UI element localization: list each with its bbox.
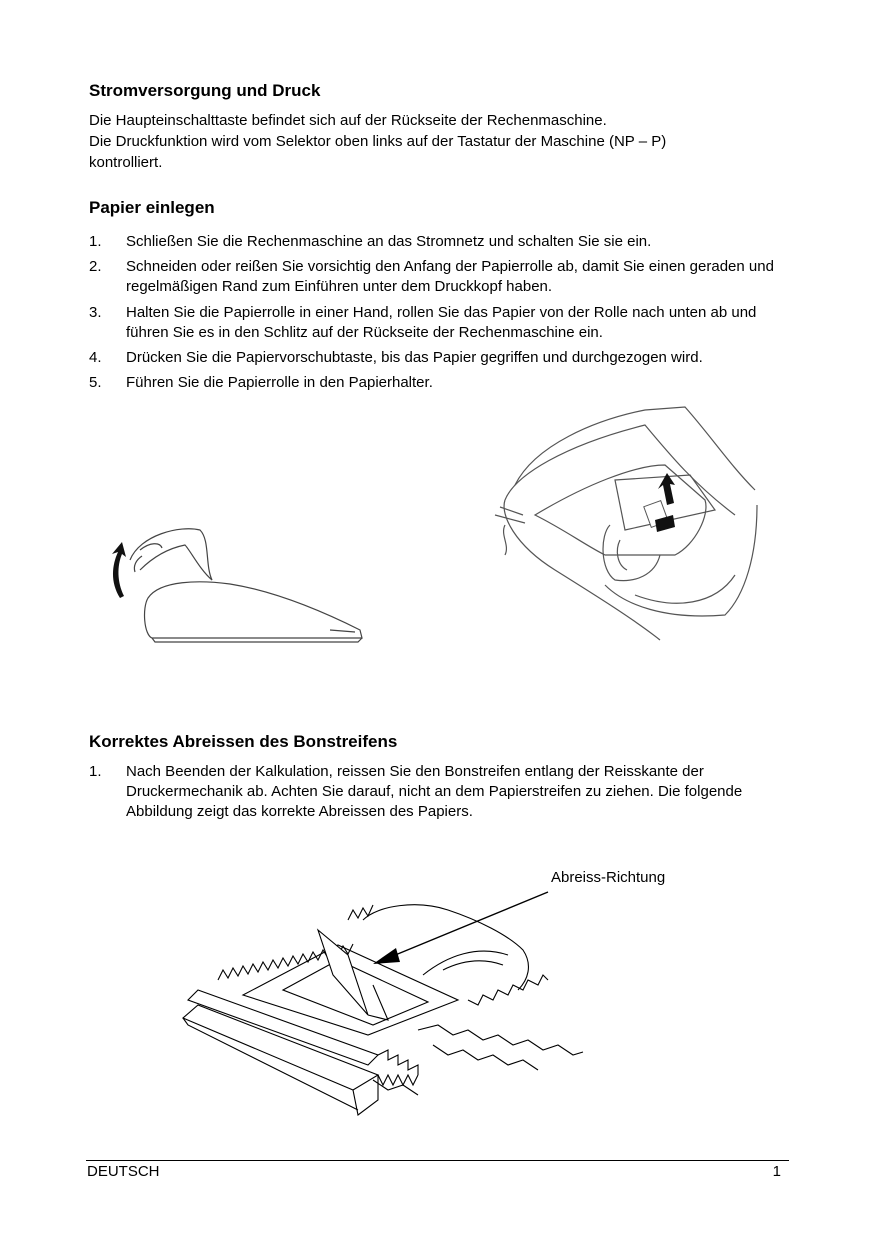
list-number: 5. — [89, 374, 102, 391]
paper-feed-illustration — [495, 405, 765, 645]
calculator-lid-illustration — [100, 520, 380, 660]
section-title-paper: Papier einlegen — [89, 198, 215, 217]
section-title-power: Stromversorgung und Druck — [89, 81, 321, 100]
list-text: Nach Beenden der Kalkulation, reissen Sie den Bonstreifen entlang der Reisskante der Druckermechanik ab. Achten Sie darauf, nicht an dem Papierstreifen zu ziehen. Die folgende Abbildung zeigt das korrekte Abreissen des Papiers. — [126, 763, 743, 820]
paragraph-line: Die Haupteinschalttaste befindet sich auf der Rückseite der Rechenmaschine. — [89, 112, 607, 129]
paragraph-line: Die Druckfunktion wird vom Selektor oben links auf der Tastatur der Maschine (NP – P) — [89, 133, 667, 150]
list-text: Führen Sie die Papierrolle in den Papierhalter. — [126, 374, 433, 391]
list-number: 1. — [89, 233, 102, 250]
list-text: Schließen Sie die Rechenmaschine an das Stromnetz und schalten Sie sie ein. — [126, 233, 652, 250]
list-text: Schneiden oder reißen Sie vorsichtig den Anfang der Papierrolle ab, damit Sie einen geraden und regelmäßigen Rand zum Einführen unter dem Druckkopf haben. — [126, 258, 774, 295]
list-text: Drücken Sie die Papiervorschubtaste, bis das Papier gegriffen und durchgezogen wird. — [126, 349, 703, 366]
list-number: 1. — [89, 763, 102, 780]
footer-divider — [86, 1160, 789, 1161]
paragraph-line: kontrolliert. — [89, 154, 163, 171]
tear-off-illustration — [178, 880, 598, 1120]
list-number: 2. — [89, 258, 102, 275]
list-number: 4. — [89, 349, 102, 366]
list-number: 3. — [89, 304, 102, 321]
section-title-tear-off: Korrektes Abreissen des Bonstreifens — [89, 732, 398, 751]
footer-language: DEUTSCH — [87, 1163, 160, 1180]
figure-label-tear-direction: Abreiss-Richtung — [551, 869, 666, 886]
list-text: Halten Sie die Papierrolle in einer Hand, rollen Sie das Papier von der Rolle nach unten ab und führen Sie es in den Schlitz auf der Rückseite der Rechenmaschine ein. — [126, 304, 757, 341]
page-number: 1 — [772, 1163, 781, 1180]
